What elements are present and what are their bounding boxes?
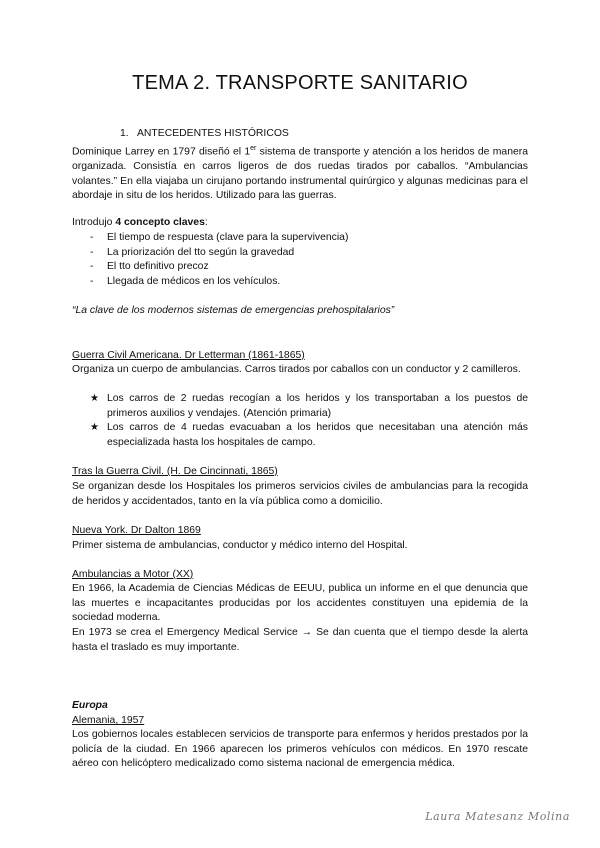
motor-paragraph-2: En 1973 se crea el Emergency Medical Service → Se dan cuenta que el tiempo desde la alerta hasta el traslado es muy importante. xyxy=(72,627,528,653)
larrey-superscript: er xyxy=(250,145,257,152)
new-york-heading: Nueva York. Dr Dalton 1869 xyxy=(72,525,201,536)
concepts-intro xyxy=(72,216,528,231)
concepts-list xyxy=(90,231,348,289)
larrey-text-a: Dominique Larrey en 1797 diseñó el 1 xyxy=(72,146,251,158)
section-number: 1. xyxy=(120,128,129,139)
motor-heading: Ambulancias a Motor (XX) xyxy=(72,569,194,580)
concepts-colon: : xyxy=(204,217,208,228)
civil-war-list xyxy=(90,392,528,450)
quote: “La clave de los modernos sistemas de emergencias prehospitalarios” xyxy=(72,305,395,316)
larrey-paragraph xyxy=(72,142,528,204)
concepts-intro-text: Introdujo xyxy=(72,217,116,228)
after-war-paragraph: Se organizan desde los Hospitales los primeros servicios civiles de ambulancias para la recogida de heridos y accidentados, tanto en la vía pública como a domicilio. xyxy=(72,481,528,507)
list-item: - El tiempo de respuesta (clave para la supervivencia) xyxy=(90,231,348,246)
civil-war-heading: Guerra Civil Americana. Dr Letterman (1861-1865) xyxy=(72,350,305,361)
page-title: TEMA 2. TRANSPORTE SANITARIO xyxy=(132,72,468,94)
germany-paragraph: Los gobiernos locales establecen servicios de transporte para enfermos y heridos prestados por la policía de la ciudad. En 1966 aparecen los primeros vehículos con médicos. En 1970 rescate aéreo con helicóptero medicalizado como sistema nacional de emergencia médica. xyxy=(72,729,528,770)
germany-heading: Alemania, 1957 xyxy=(72,715,145,726)
motor-paragraph-1: En 1966, la Academia de Ciencias Médicas de EEUU, publica un informe en el que denuncia que las muertes e incapacitantes producidas por los accidentes constituyen una epidemia de la sociedad moderna. xyxy=(72,583,528,624)
section-heading-antecedentes xyxy=(120,128,289,139)
list-item: - Llegada de médicos en los vehículos. xyxy=(90,275,348,290)
list-item: - La priorización del tto según la gravedad xyxy=(90,246,348,261)
europe-heading: Europa xyxy=(72,700,108,711)
larrey-text-b: sistema de transporte y atención a los heridos de manera organizada. Consistía en carros ligeros de dos ruedas tirados por caballos. “Ambulancias volantes.” En ella viajaba un cirujano portando instrumental quirúrgico y algunas medicinas para el abordaje in situ de los heridos. Utilizado para las guerras. xyxy=(72,146,529,202)
new-york-paragraph: Primer sistema de ambulancias, conductor y médico interno del Hospital. xyxy=(72,540,408,551)
list-item: ★ Los carros de 2 ruedas recogían a los heridos y los transportaban a los puestos de primeros auxilios y vendajes. (Atención primaria) xyxy=(90,392,528,421)
section-heading-text: ANTECEDENTES HISTÓRICOS xyxy=(137,128,289,139)
list-item: ★ Los carros de 4 ruedas evacuaban a los heridos que necesitaban una atención más especializada hasta los hospitales de campo. xyxy=(90,421,528,450)
list-item: - El tto definitivo precoz xyxy=(90,260,348,275)
civil-war-paragraph: Organiza un cuerpo de ambulancias. Carros tirados por caballos con un conductor y 2 camilleros. xyxy=(72,364,521,375)
concepts-bold: 4 concepto claves xyxy=(115,217,205,228)
author-signature: Laura Matesanz Molina xyxy=(425,810,570,823)
after-war-heading: Tras la Guerra Civil. (H. De Cincinnati, 1865) xyxy=(72,466,278,477)
